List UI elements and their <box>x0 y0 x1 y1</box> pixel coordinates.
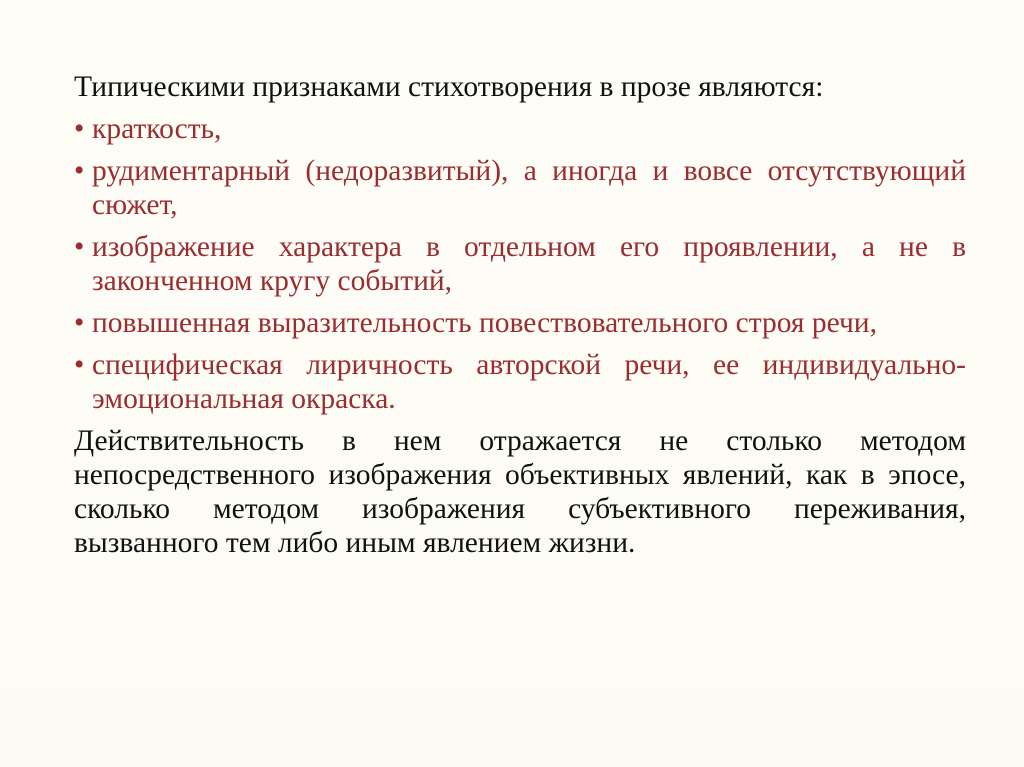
bullet-icon: • <box>74 155 85 187</box>
list-item <box>74 230 966 298</box>
bullet-icon: • <box>74 307 85 339</box>
slide-content <box>74 70 966 560</box>
list-item <box>74 306 966 340</box>
feature-text: рудиментарный (недоразвитый), а иногда и вовсе отсутствующий сюжет, <box>92 155 966 221</box>
feature-text: специфическая лиричность авторской речи, ее индивидуально-эмоциональная окраска. <box>92 349 966 415</box>
feature-text: краткость, <box>92 113 222 145</box>
feature-text: изображение характера в отдельном его проявлении, а не в законченном кругу событий, <box>92 231 966 297</box>
features-list <box>74 112 966 416</box>
bullet-icon: • <box>74 349 85 381</box>
outro-paragraph: Действительность в нем отражается не столько методом непосредственного изображения объективных явлений, как в эпосе, сколько методом изображения субъективного переживания, вызванного тем либо иным явлением жизни. <box>74 425 966 559</box>
feature-text: повышенная выразительность повествовательного строя речи, <box>92 307 877 339</box>
list-item <box>74 154 966 222</box>
list-item <box>74 112 966 146</box>
bullet-icon: • <box>74 113 85 145</box>
intro-paragraph: Типическими признаками стихотворения в прозе являются: <box>74 71 824 103</box>
list-item <box>74 348 966 416</box>
bullet-icon: • <box>74 231 85 263</box>
